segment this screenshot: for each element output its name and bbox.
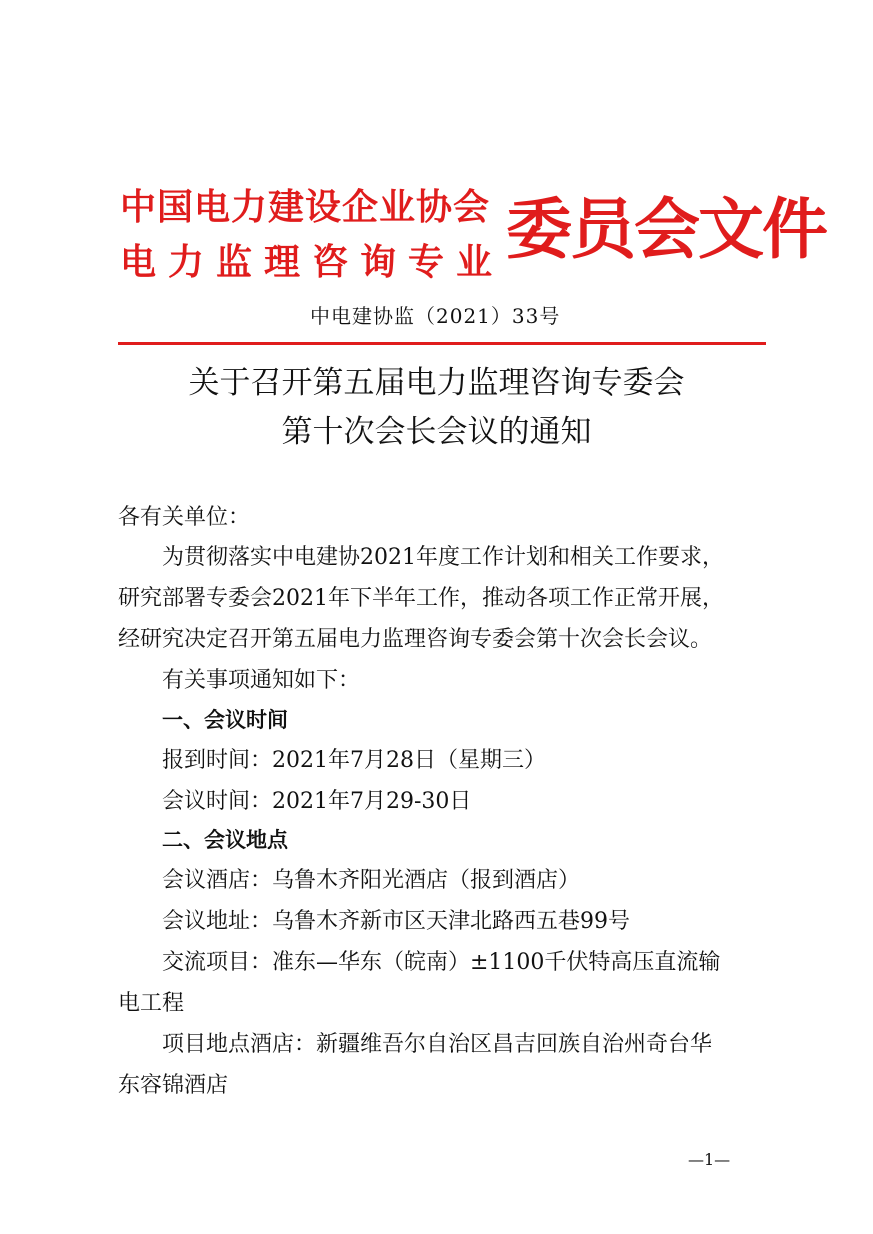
project-hotel-line1: 项目地点酒店：新疆维吾尔自治区昌吉回族自治州奇台华 [162, 1032, 713, 1057]
org-name-line2: 电力监理咨询专业 [120, 241, 505, 283]
report-time: 报到时间：2021年7月28日（星期三） [162, 748, 546, 773]
title-line1: 关于召开第五届电力监理咨询专委会 [188, 365, 685, 401]
section2-heading: 二、会议地点 [162, 828, 288, 852]
salutation: 各有关单位： [118, 505, 251, 530]
intro-line1: 为贯彻落实中电建协2021年度工作计划和相关工作要求， [162, 545, 724, 570]
intro-line3: 经研究决定召开第五届电力监理咨询专委会第十次会长会议。 [118, 627, 713, 652]
intro-line2: 研究部署专委会2021年下半年工作，推动各项工作正常开展， [118, 586, 724, 611]
red-divider [118, 342, 766, 345]
page-number: —1— [688, 1150, 731, 1169]
document-type: 委员会文件 [506, 190, 826, 268]
project-line2: 电工程 [118, 991, 185, 1016]
meeting-time: 会议时间：2021年7月29-30日 [162, 789, 472, 814]
org-name-line1: 中国电力建设企业协会 [120, 186, 491, 228]
hotel: 会议酒店：乌鲁木齐阳光酒店（报到酒店） [162, 868, 581, 893]
project-line1: 交流项目：准东—华东（皖南）±1100千伏特高压直流输 [162, 950, 721, 975]
project-hotel-line2: 东容锦酒店 [118, 1073, 229, 1098]
section1-heading: 一、会议时间 [162, 708, 288, 732]
document-number: 中电建协监（2021）33号 [310, 304, 561, 328]
matters-intro: 有关事项通知如下： [162, 668, 361, 693]
title-line2: 第十次会长会议的通知 [281, 414, 592, 450]
address: 会议地址：乌鲁木齐新市区天津北路西五巷99号 [162, 909, 630, 934]
